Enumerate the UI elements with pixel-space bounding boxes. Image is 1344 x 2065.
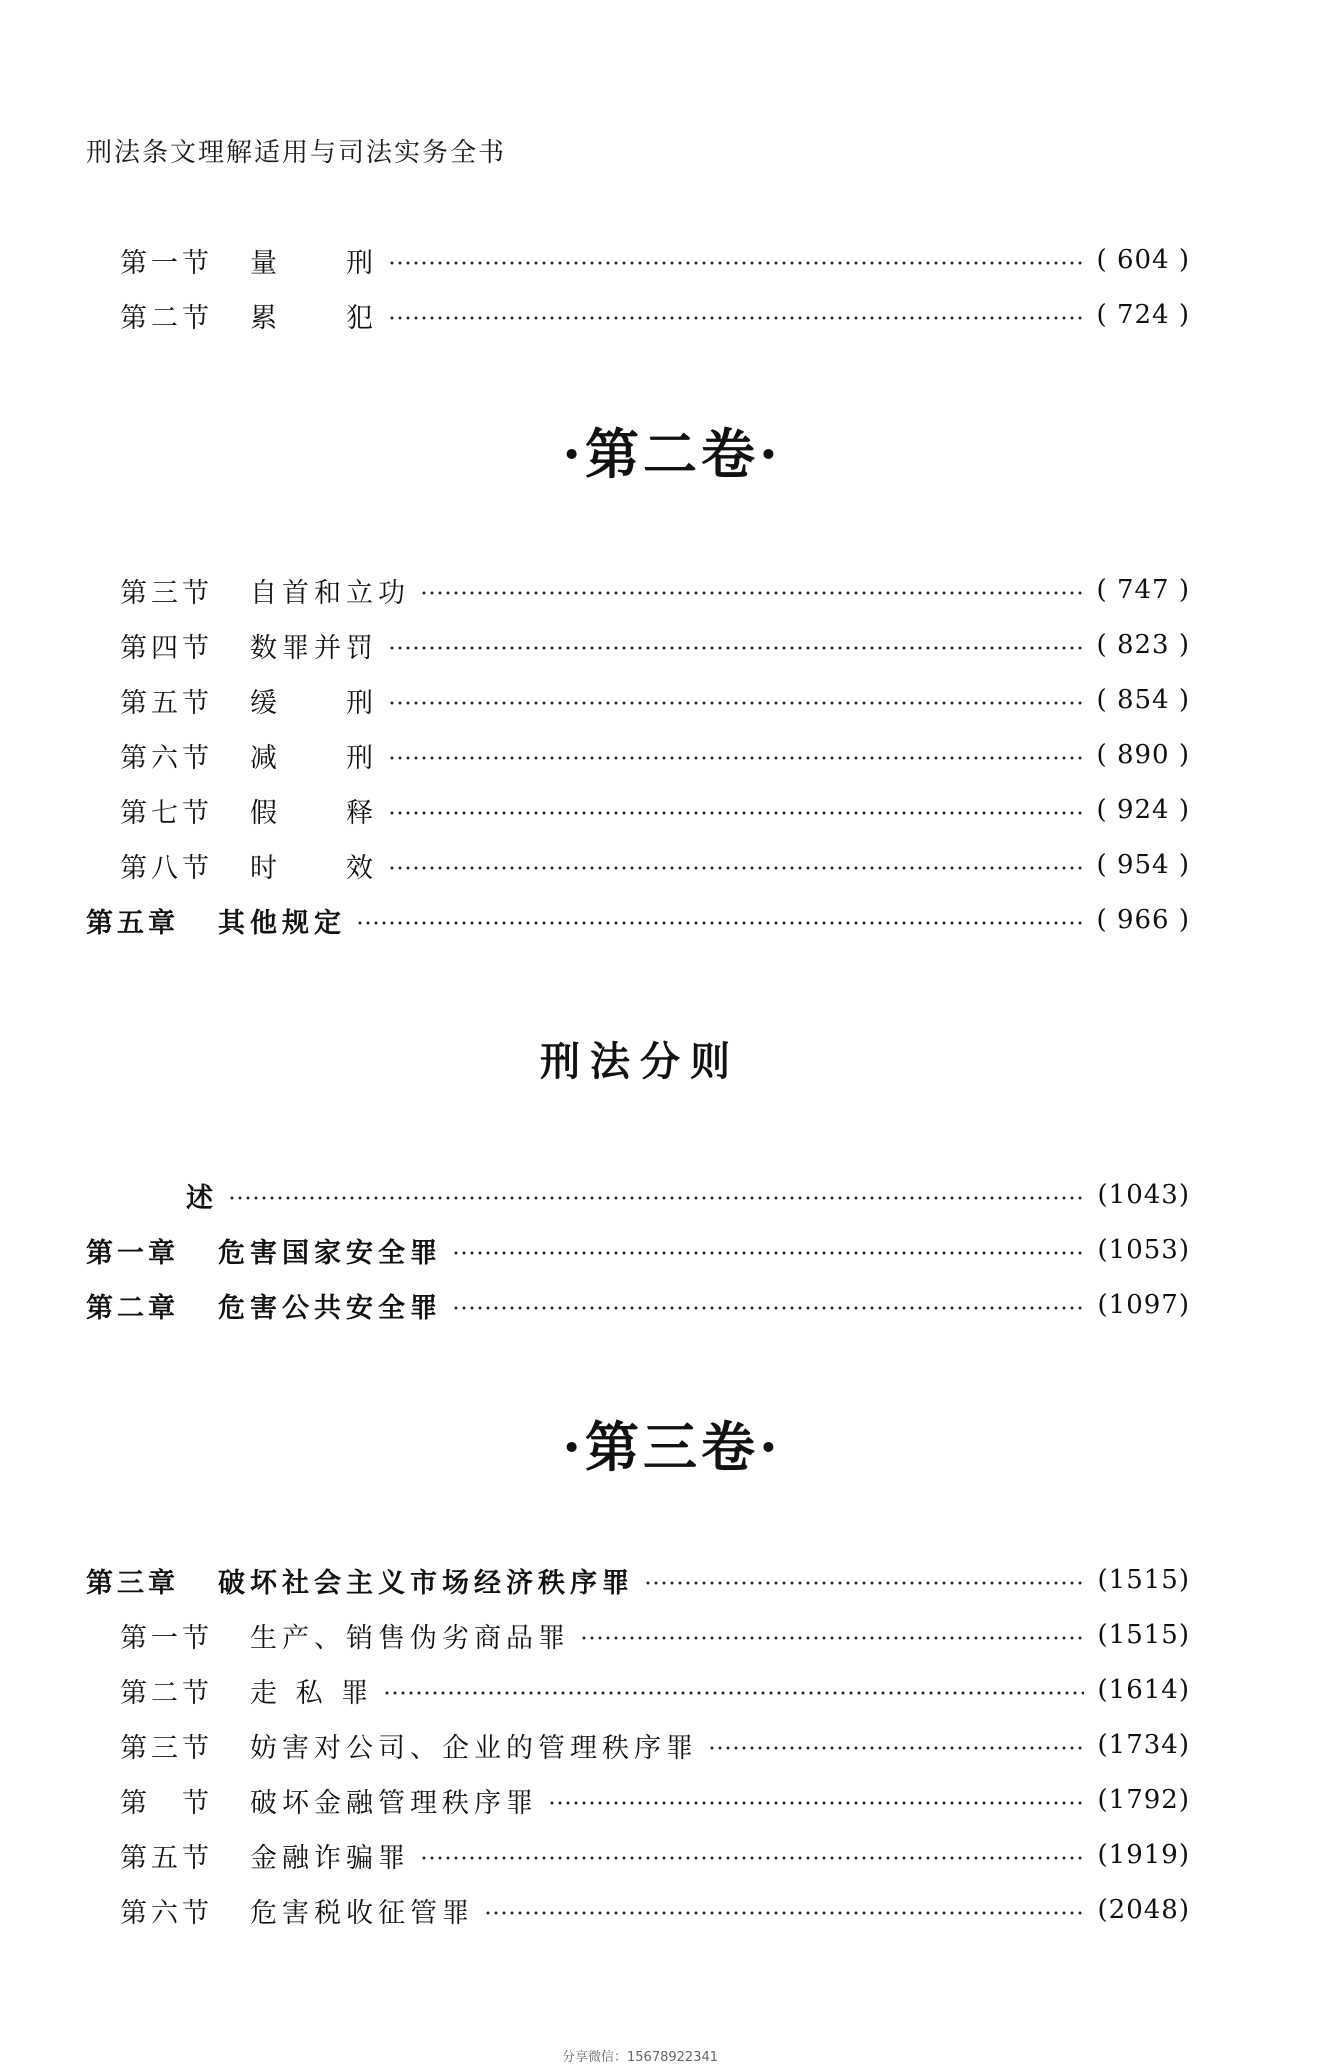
entry-title: 时 效 — [250, 852, 378, 884]
entry-number: 第五节 — [120, 1842, 213, 1874]
entry-page: ( 823 ) — [1096, 630, 1190, 660]
entry-page: (1515) — [1097, 1565, 1190, 1595]
entry-title: 自首和立功 — [250, 577, 410, 609]
toc-entry-chapter — [86, 1560, 1190, 1600]
entry-page: ( 724 ) — [1096, 300, 1190, 330]
toc-entry-chapter — [86, 1230, 1190, 1270]
toc-entry-section — [120, 735, 1190, 775]
entry-title: 危害国家安全罪 — [218, 1237, 442, 1269]
leader-dots — [388, 646, 1083, 650]
entry-page: (2048) — [1097, 1895, 1190, 1925]
entry-title: 生产、销售伪劣商品罪 — [250, 1622, 570, 1654]
leader-dots — [356, 921, 1083, 925]
leader-dots — [580, 1636, 1084, 1640]
entry-page: ( 954 ) — [1096, 850, 1190, 880]
volume-heading: ·第三卷· — [562, 1415, 782, 1479]
entry-number: 第三章 — [86, 1567, 179, 1599]
entry-title: 缓 刑 — [250, 687, 378, 719]
entry-page: ( 890 ) — [1096, 740, 1190, 770]
entry-title: 数罪并罚 — [250, 632, 378, 664]
toc-entry-section — [120, 1890, 1190, 1930]
entry-page: ( 924 ) — [1096, 795, 1190, 825]
toc-entry-section — [120, 570, 1190, 610]
leader-dots — [548, 1801, 1084, 1805]
toc-entry-overview — [86, 1175, 1190, 1215]
toc-entry-section — [120, 240, 1190, 280]
leader-dots — [420, 591, 1083, 595]
entry-page: (1734) — [1097, 1730, 1190, 1760]
footer-note: 分享微信：15678922341 — [562, 2050, 718, 2065]
volume-heading: ·第二卷· — [562, 422, 782, 486]
entry-title: 破坏社会主义市场经济秩序罪 — [218, 1567, 634, 1599]
entry-page: ( 854 ) — [1096, 685, 1190, 715]
leader-dots — [388, 756, 1083, 760]
entry-title: 假 释 — [250, 797, 378, 829]
leader-dots — [383, 1691, 1083, 1695]
entry-number: 第三节 — [120, 1732, 213, 1764]
entry-title: 其他规定 — [218, 907, 346, 939]
leader-dots — [388, 701, 1083, 705]
entry-number: 第一节 — [120, 247, 213, 279]
running-header: 刑法条文理解适用与司法实务全书 — [86, 138, 507, 168]
entry-page: (1614) — [1097, 1675, 1190, 1705]
entry-number: 第五章 — [86, 907, 179, 939]
leader-dots — [452, 1306, 1084, 1310]
toc-entry-section — [120, 1615, 1190, 1655]
entry-title: 危害税收征管罪 — [250, 1897, 474, 1929]
entry-title: 金融诈骗罪 — [250, 1842, 410, 1874]
entry-number: 第一章 — [86, 1237, 179, 1269]
entry-number: 第 节 — [120, 1787, 213, 1819]
toc-entry-chapter — [86, 1285, 1190, 1325]
entry-page: ( 966 ) — [1096, 905, 1190, 935]
entry-number: 第二章 — [86, 1292, 179, 1324]
entry-page: (1919) — [1097, 1840, 1190, 1870]
entry-number: 第二节 — [120, 1677, 213, 1709]
entry-number: 第四节 — [120, 632, 213, 664]
entry-page: ( 604 ) — [1096, 245, 1190, 275]
toc-entry-section — [120, 295, 1190, 335]
entry-title: 危害公共安全罪 — [218, 1292, 442, 1324]
entry-title: 累 犯 — [250, 302, 378, 334]
toc-entry-section — [120, 680, 1190, 720]
toc-entry-section — [120, 1670, 1190, 1710]
toc-entry-section — [120, 625, 1190, 665]
entry-number: 第八节 — [120, 852, 213, 884]
toc-entry-section — [120, 1835, 1190, 1875]
leader-dots — [708, 1746, 1084, 1750]
entry-page: (1097) — [1097, 1290, 1190, 1320]
leader-dots — [420, 1856, 1084, 1860]
entry-title: 破坏金融管理秩序罪 — [250, 1787, 538, 1819]
entry-page: (1792) — [1097, 1785, 1190, 1815]
entry-number: 第二节 — [120, 302, 213, 334]
entry-title: 量 刑 — [250, 247, 378, 279]
leader-dots — [644, 1581, 1084, 1585]
entry-page: (1043) — [1097, 1180, 1190, 1210]
entry-title: 减 刑 — [250, 742, 378, 774]
leader-dots — [388, 261, 1083, 265]
leader-dots — [228, 1196, 1084, 1200]
toc-entry-section — [120, 1725, 1190, 1765]
entry-number: 第七节 — [120, 797, 213, 829]
entry-title: 走 私 罪 — [250, 1677, 374, 1709]
entry-number: 第五节 — [120, 687, 213, 719]
leader-dots — [388, 811, 1083, 815]
entry-number: 第三节 — [120, 577, 213, 609]
entry-page: (1053) — [1097, 1235, 1190, 1265]
toc-entry-chapter — [86, 900, 1190, 940]
entry-title: 妨害对公司、企业的管理秩序罪 — [250, 1732, 698, 1764]
entry-number: 第六节 — [120, 742, 213, 774]
toc-entry-section — [120, 1780, 1190, 1820]
leader-dots — [388, 316, 1083, 320]
entry-number: 第六节 — [120, 1897, 213, 1929]
leader-dots — [484, 1911, 1084, 1915]
toc-entry-section — [120, 845, 1190, 885]
entry-page: (1515) — [1097, 1620, 1190, 1650]
part-heading: 刑法分则 — [540, 1039, 740, 1085]
entry-number: 第一节 — [120, 1622, 213, 1654]
toc-entry-section — [120, 790, 1190, 830]
leader-dots — [388, 866, 1083, 870]
entry-page: ( 747 ) — [1096, 575, 1190, 605]
entry-title: 述 — [186, 1182, 218, 1214]
leader-dots — [452, 1251, 1084, 1255]
